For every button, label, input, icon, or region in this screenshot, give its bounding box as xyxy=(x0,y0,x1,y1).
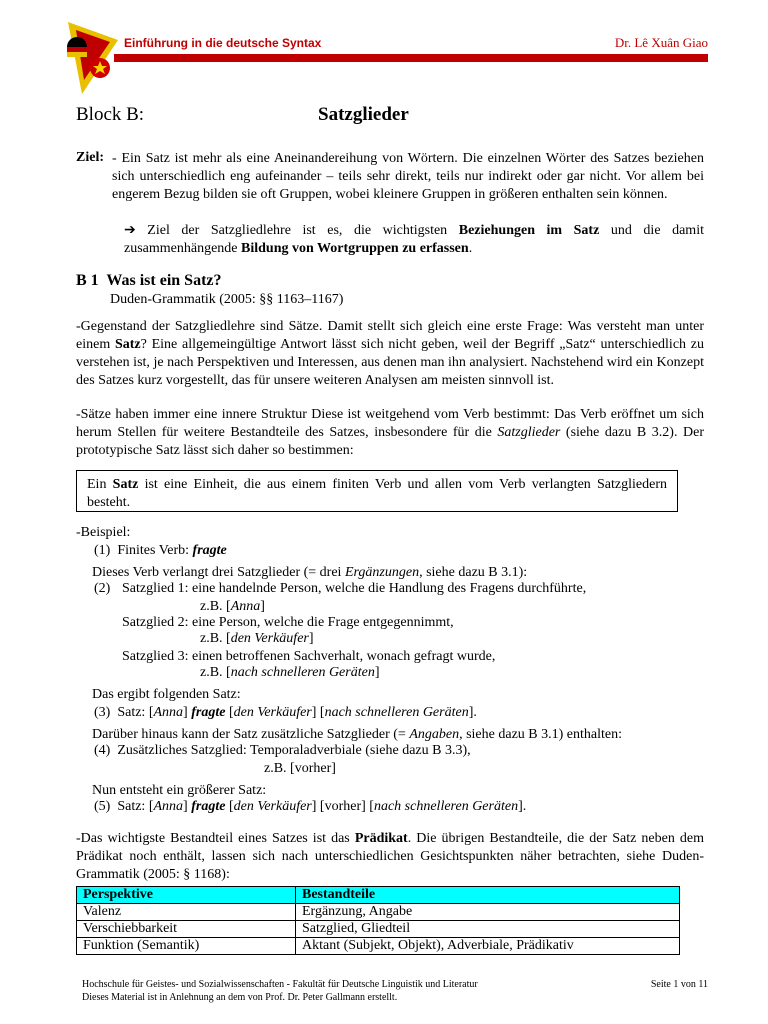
ziel-text: - Ein Satz ist mehr als eine Aneinandereihung von Wörtern. Die einzelnen Wörter des Satzes beziehen sich unterschiedlich eng aufeinander – teils sehr direkt, teils nur indirekt oder gar nicht. Vor allem bei engerem Bezug bilden sie oft Gruppen, wobei kleinere Gruppen in größeren enthalten sein können. xyxy=(112,151,704,202)
satzglied-3: Satzglied 3: einen betroffenen Sachverhalt, wonach gefragt wurde, xyxy=(122,649,496,664)
arrow-icon: ➔ xyxy=(124,223,136,238)
block-label: Block B: xyxy=(76,104,145,125)
block-title: Satzglieder xyxy=(318,104,409,125)
header-author: Dr. Lê Xuân Giao xyxy=(614,35,708,50)
example-2-num: (2) xyxy=(94,581,111,596)
example-label: -Beispiel: xyxy=(76,525,131,540)
satzglied-2-example: z.B. [den Verkäufer] xyxy=(200,631,314,646)
perspective-table xyxy=(76,886,680,955)
section-reference: Duden-Grammatik (2005: §§ 1163–1167) xyxy=(110,292,344,307)
example-intro-3: Das ergibt folgenden Satz: xyxy=(92,687,241,702)
footer-page-number: Seite 1 von 11 xyxy=(650,979,708,990)
ziel-goal: ➔ Ziel der Satzgliedlehre ist es, die wichtigsten Beziehungen im Satz und die damit zusammenhängende Bildung von Wortgruppen zu erfassen. xyxy=(124,223,704,256)
table-header-cell: Perspektive xyxy=(77,887,296,904)
table-row xyxy=(77,904,680,921)
ziel-label: Ziel: xyxy=(76,150,104,165)
table-cell: Valenz xyxy=(77,904,296,921)
example-5: (5) Satz: [Anna] fragte [den Verkäufer] [vorher] [nach schnelleren Geräten]. xyxy=(94,799,527,814)
example-4-zb: z.B. [vorher] xyxy=(264,761,336,776)
example-3: (3) Satz: [Anna] fragte [den Verkäufer] [nach schnelleren Geräten]. xyxy=(94,705,477,720)
praedikat-paragraph: -Das wichtigste Bestandteil eines Satzes ist das Prädikat. Die übrigen Bestandteile, die der Satz neben dem Prädikat noch enthält, lassen sich nach unterschiedlichen Gesichtspunkten näher betrachten, siehe Duden-Grammatik (2005: § 1168): xyxy=(76,831,705,882)
footer-line-2: Dieses Material ist in Anlehnung an dem von Prof. Dr. Peter Gallmann erstellt. xyxy=(82,992,398,1003)
flag-triangle-logo-icon xyxy=(64,20,120,96)
header-divider xyxy=(114,54,708,62)
example-intro-4: Darüber hinaus kann der Satz zusätzliche Satzglieder (= Angaben, siehe dazu B 3.1) enthalten: xyxy=(92,727,622,742)
section-heading: B 1 Was ist ein Satz? xyxy=(76,272,222,289)
example-4: (4) Zusätzliches Satzglied: Temporaladverbiale (siehe dazu B 3.3), xyxy=(94,743,471,758)
definition-box: Ein Satz ist eine Einheit, die aus einem finiten Verb und allen vom Verb verlangten Satzgliedern besteht. xyxy=(76,470,678,512)
table-row xyxy=(77,938,680,955)
paragraph-1: -Gegenstand der Satzgliedlehre sind Sätze. Damit stellt sich gleich eine erste Frage: Was versteht man unter einem Satz? Eine allgemeingültige Antwort lässt sich nicht geben, weil der Begriff „Satz“ unterschiedlich zu verstehen ist, je nach Perspektiven und Interessen, aus denen man ihn analysiert. Nachstehend wird ein Konzept des Satzes kurz vorgestellt, das für unsere weiteren Analysen am meisten sinnvoll ist. xyxy=(76,319,704,388)
table-cell: Ergänzung, Angabe xyxy=(296,904,680,921)
satzglied-2: Satzglied 2: eine Person, welche die Frage entgegennimmt, xyxy=(122,615,454,630)
paragraph-2: -Sätze haben immer eine innere Struktur Diese ist weitgehend vom Verb bestimmt: Das Verb eröffnet um sich herum Stellen für weitere Bestandteile des Satzes, insbesondere für die Satzglieder (siehe dazu B 3.2). Der prototypische Satz lässt sich daher so bestimmen: xyxy=(76,407,704,458)
footer-line-1: Hochschule für Geistes- und Sozialwissenschaften - Fakultät für Deutsche Linguistik und Literatur xyxy=(82,979,478,990)
example-intro-5: Nun entsteht ein größerer Satz: xyxy=(92,783,267,798)
example-intro-2: Dieses Verb verlangt drei Satzglieder (= drei Ergänzungen, siehe dazu B 3.1): xyxy=(92,565,528,580)
satzglied-1-example: z.B. [Anna] xyxy=(200,599,265,614)
table-cell: Funktion (Semantik) xyxy=(77,938,296,955)
example-1: (1) Finites Verb: fragte xyxy=(94,543,227,558)
satzglied-1: Satzglied 1: eine handelnde Person, welche die Handlung des Fragens durchführte, xyxy=(122,581,587,596)
table-cell: Aktant (Subjekt, Objekt), Adverbiale, Prädikativ xyxy=(296,938,680,955)
table-row xyxy=(77,921,680,938)
table-header-cell: Bestandteile xyxy=(296,887,680,904)
header-title: Einführung in die deutsche Syntax xyxy=(124,36,322,50)
satzglied-3-example: z.B. [nach schnelleren Geräten] xyxy=(200,665,380,680)
table-cell: Verschiebbarkeit xyxy=(77,921,296,938)
table-cell: Satzglied, Gliedteil xyxy=(296,921,680,938)
table-header-row xyxy=(77,887,680,904)
footer-text xyxy=(82,978,478,1004)
